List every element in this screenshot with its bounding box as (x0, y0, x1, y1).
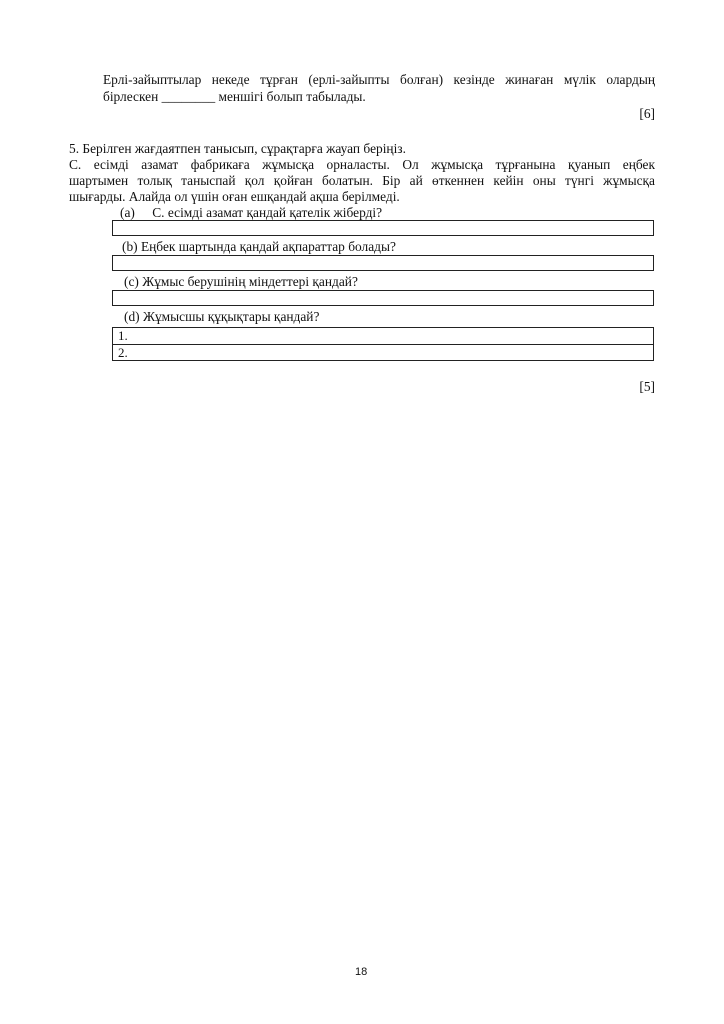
question-c: (c) Жұмыс берушінің міндеттері қандай? (124, 274, 358, 289)
intro-line-2: бірлескен ________ меншігі болып табылады. (103, 89, 366, 104)
task5-scenario-line-3: шығарды. Алайда ол үшін оған ешқандай ақша берілмеді. (69, 189, 400, 204)
question-a-prefix: (a) (120, 205, 135, 220)
rights-answer-table (112, 327, 654, 361)
answer-box-a[interactable] (112, 220, 654, 236)
intro-mark: [6] (639, 106, 655, 121)
rights-answer-row-2[interactable]: 2. (113, 344, 653, 360)
task5-scenario-line-1: С. есімді азамат фабрикаға жұмысқа орналасты. Ол жұмысқа тұрғанына қуанып еңбек (69, 157, 655, 172)
task5-title: 5. Берілген жағдаятпен танысып, сұрақтарға жауап беріңіз. (69, 141, 406, 156)
question-b: (b) Еңбек шартында қандай ақпараттар болады? (122, 239, 396, 254)
rights-answer-row-1[interactable]: 1. (118, 328, 128, 343)
page-number: 18 (355, 966, 368, 978)
answer-box-b[interactable] (112, 255, 654, 271)
answer-box-c[interactable] (112, 290, 654, 306)
question-d: (d) Жұмысшы құқықтары қандай? (124, 309, 320, 324)
task5-mark: [5] (639, 379, 655, 394)
task5-scenario-line-2: шартымен толық таныспай қол қойған болатын. Бір ай өткеннен кейін оны түнгі жұмысқа (69, 173, 655, 188)
question-a (120, 205, 382, 221)
question-a-text: С. есімді азамат қандай қателік жіберді? (152, 205, 383, 220)
intro-line-1: Ерлі-зайыптылар некеде тұрған (ерлі-зайыпты болған) кезінде жинаған мүлік олардың (103, 72, 655, 87)
